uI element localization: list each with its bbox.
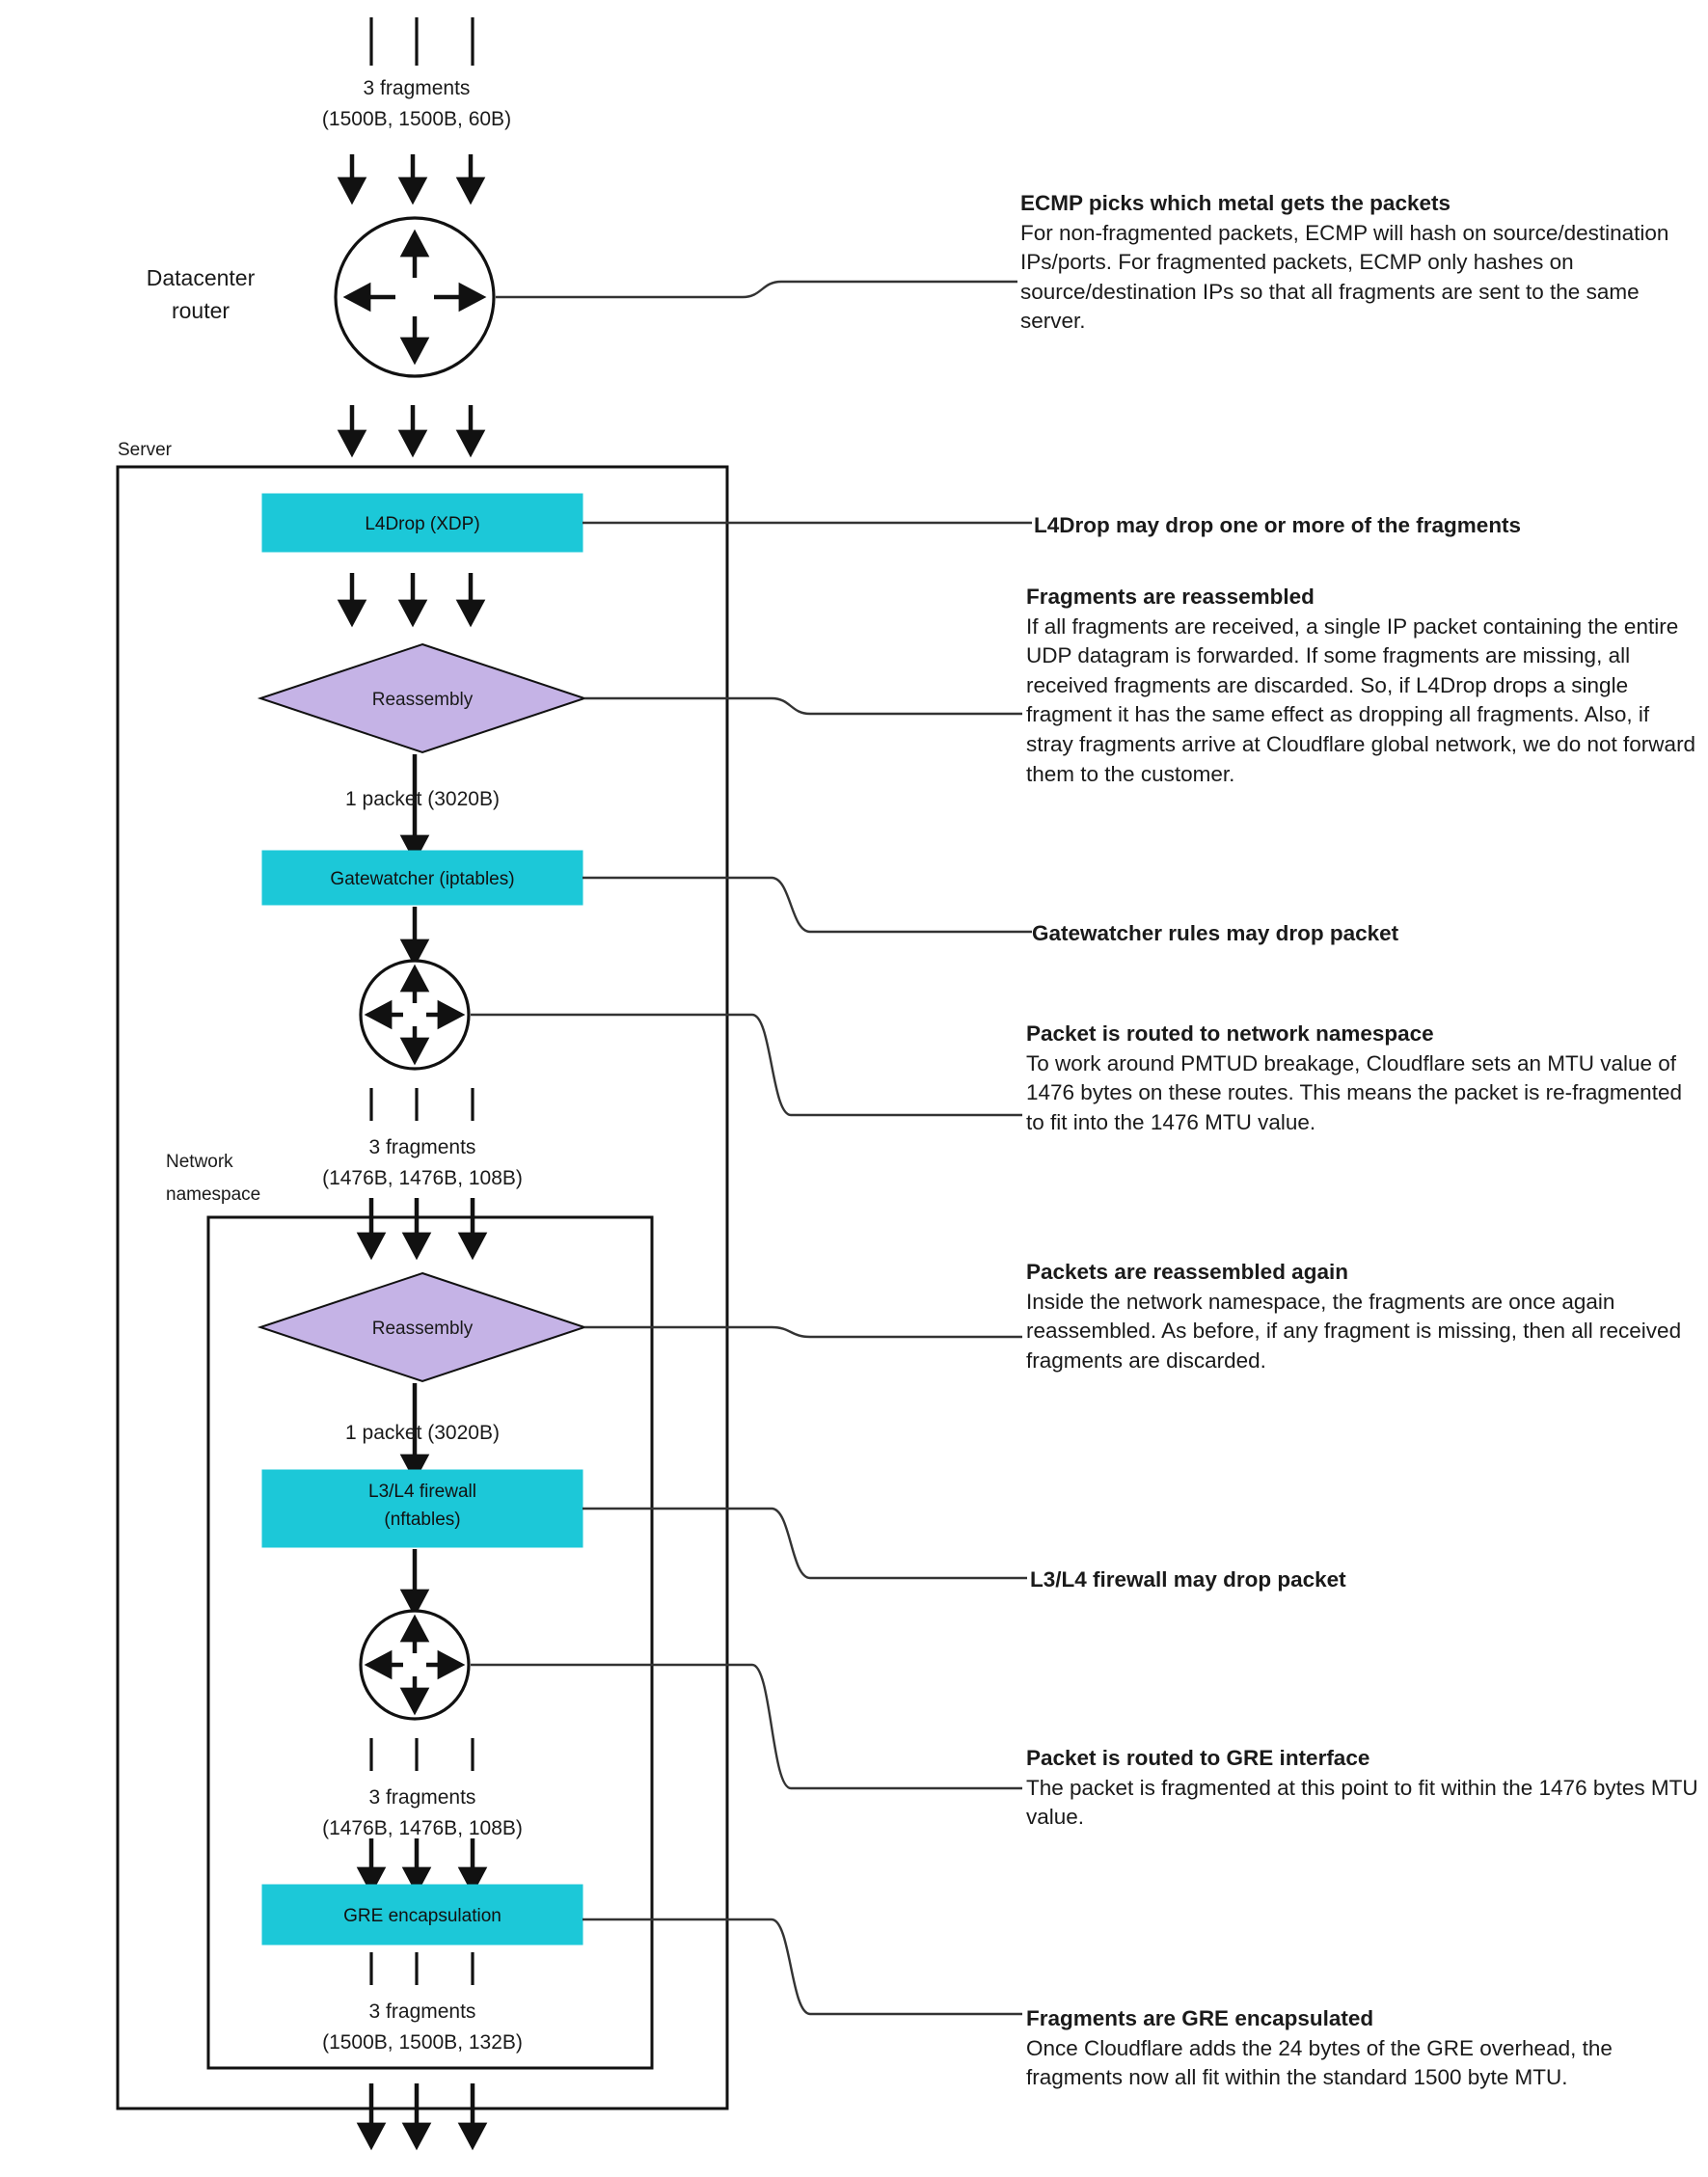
fragment-ticks-after-route [371, 1088, 473, 1121]
node-gatewatcher-label: Gatewatcher (iptables) [330, 869, 515, 889]
label-fragments-after-gre-sizes: (1500B, 1500B, 132B) [322, 2031, 523, 2054]
annotation-gre-encap [1026, 2004, 1701, 2093]
annotation-firewall-title: L3/L4 firewall may drop packet [1030, 1567, 1346, 1592]
arrows-into-gre [371, 1838, 473, 1881]
datacenter-router-label-line2: router [171, 298, 230, 323]
annotation-ecmp-body: For non-fragmented packets, ECMP will hash on source/destination IPs/ports. For fragmented packets, ECMP only hashes on source/destination IPs so that all fragments are sent to the same server. [1020, 220, 1669, 334]
connector-gatewatcher [583, 878, 1032, 932]
annotation-reassembly-2 [1026, 1258, 1701, 1375]
connector-netns-route [471, 1015, 1022, 1115]
arrows-out-of-router [352, 405, 471, 444]
annotation-ecmp-title: ECMP picks which metal gets the packets [1020, 191, 1450, 215]
label-fragments-before-gre-sizes: (1476B, 1476B, 108B) [322, 1817, 523, 1839]
annotation-reassembly-1-body: If all fragments are received, a single IP packet containing the entire UDP datagram is forwarded. If some fragments are missing, all received fragments are discarded. So, if L4Drop drops a single fragment it has the same effect as dropping all fragments. Also, if stray fragments arrive at Cloudflare global network, we do not forward them to the customer. [1026, 613, 1696, 786]
fragment-ticks-after-gre [371, 1952, 473, 1985]
datacenter-router-node [336, 218, 494, 376]
node-reassembly-1-label: Reassembly [371, 690, 474, 710]
annotation-gre-encap-body: Once Cloudflare adds the 24 bytes of the GRE overhead, the fragments now all fit within the standard 1500 byte MTU. [1026, 2035, 1613, 2090]
namespace-route-node [361, 961, 469, 1069]
annotation-gatewatcher [1032, 919, 1697, 949]
label-fragments-after-route-count: 3 fragments [368, 1136, 476, 1158]
annotation-netns-route-body: To work around PMTUD breakage, Cloudflare sets an MTU value of 1476 bytes on these routes. This means the packet is re-fragmented to fit into the 1476 MTU value. [1026, 1050, 1682, 1134]
connector-gre-encap [583, 1919, 1022, 2014]
annotation-gre-route-title: Packet is routed to GRE interface [1026, 1746, 1370, 1770]
annotation-netns-route-title: Packet is routed to network namespace [1026, 1021, 1434, 1046]
label-top-fragments-sizes: (1500B, 1500B, 60B) [321, 108, 512, 130]
label-fragments-before-gre-count: 3 fragments [368, 1786, 476, 1809]
label-top-fragments-count: 3 fragments [363, 77, 471, 99]
arrows-into-router [352, 154, 471, 191]
annotation-gre-route [1026, 1744, 1701, 1833]
annotation-ecmp [1020, 189, 1686, 337]
connector-reassembly2 [584, 1327, 1022, 1337]
server-label: Server [118, 440, 172, 460]
top-fragment-ticks [371, 17, 473, 66]
network-namespace-label-line1: Network [166, 1152, 233, 1172]
node-firewall-label-line1: L3/L4 firewall [368, 1482, 476, 1502]
arrows-into-namespace [371, 1198, 473, 1246]
annotation-gre-encap-title: Fragments are GRE encapsulated [1026, 2006, 1374, 2030]
connector-gre-route [471, 1665, 1022, 1788]
annotation-reassembly-2-body: Inside the network namespace, the fragments are once again reassembled. As before, if any fragment is missing, then all received fragments are discarded. [1026, 1289, 1682, 1373]
label-fragments-after-route-sizes: (1476B, 1476B, 108B) [322, 1167, 523, 1189]
annotation-reassembly-1 [1026, 583, 1701, 789]
annotation-l4drop [1034, 511, 1699, 541]
connector-ecmp [496, 282, 1017, 297]
annotation-firewall [1030, 1565, 1695, 1595]
gre-route-node [361, 1611, 469, 1719]
node-reassembly-2-label: Reassembly [371, 1319, 474, 1339]
label-fragments-after-gre-count: 3 fragments [368, 2000, 476, 2023]
annotation-gre-route-body: The packet is fragmented at this point to fit within the 1476 bytes MTU value. [1026, 1775, 1698, 1830]
annotation-l4drop-title: L4Drop may drop one or more of the fragments [1034, 513, 1522, 537]
network-namespace-label-line2: namespace [166, 1184, 261, 1205]
connector-firewall [583, 1509, 1027, 1578]
node-firewall-label-line2: (nftables) [384, 1510, 461, 1530]
label-packet-after-reassembly-2: 1 packet (3020B) [345, 1422, 500, 1444]
annotation-netns-route [1026, 1020, 1701, 1137]
annotation-reassembly-1-title: Fragments are reassembled [1026, 585, 1315, 609]
annotation-reassembly-2-title: Packets are reassembled again [1026, 1260, 1348, 1284]
datacenter-router-label-line1: Datacenter [146, 265, 256, 290]
label-packet-after-reassembly-1: 1 packet (3020B) [345, 788, 500, 810]
arrows-l4drop-to-reassembly [352, 573, 471, 613]
node-l4drop-label: L4Drop (XDP) [365, 514, 480, 534]
node-gre-label: GRE encapsulation [343, 1906, 502, 1926]
connector-reassembly1 [584, 698, 1022, 714]
fragment-ticks-before-gre [371, 1738, 473, 1771]
annotation-gatewatcher-title: Gatewatcher rules may drop packet [1032, 921, 1399, 945]
